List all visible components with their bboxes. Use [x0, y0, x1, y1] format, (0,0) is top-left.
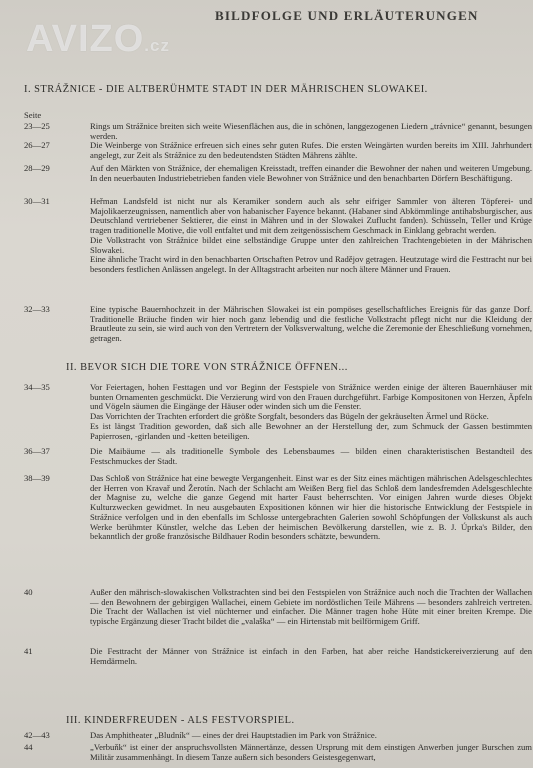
- entry-paragraph: Eine typische Bauernhochzeit in der Mährischen Slowakei ist ein pompöses gesellschaftliches Ereignis für das ganze Dorf. Traditionelle Bräuche finden wir hier noch ganz lebendig und die festliche Volkstracht pflegt nicht nur die Kleidung der Brautleute zu sein, sie wird auch von den Vertretern der Volksverwaltung, welche die Zeremonie der Eheschließung vornehmen, getragen.: [90, 304, 532, 344]
- page-numbers: 38—39: [24, 473, 50, 483]
- entry-text: [90, 743, 532, 762]
- section-heading: III. KINDERFREUDEN - ALS FESTVORSPIEL.: [66, 715, 295, 726]
- entry-paragraph: Rings um Strážnice breiten sich weite Wiesenflächen aus, die in schönen, langgezogenen Liedern „trávnice“ genannt, besungen werden.: [90, 121, 532, 141]
- page-numbers: 30—31: [24, 196, 50, 206]
- entry-paragraph: „Verbuňk“ ist einer der anspruchsvollsten Männertänze, dessen Ursprung mit dem einstigen Anwerben junger Burschen zum Militär zusammenhängt. In diesem Tanze außern sich besonders Geistesgegenwart,: [90, 742, 532, 762]
- page-numbers: 36—37: [24, 446, 50, 456]
- entry-paragraph: Die Volkstracht von Strážnice bildet eine selbständige Gruppe unter den zahlreichen Trachtengebieten in der Mährischen Slowakei.: [90, 234, 532, 255]
- page-numbers: 28—29: [24, 163, 50, 173]
- section-heading: II. BEVOR SICH DIE TORE VON STRÁŽNICE ÖFFNEN...: [66, 362, 348, 373]
- page-numbers: 40: [24, 587, 33, 597]
- page-numbers: 44: [24, 742, 33, 752]
- entry-paragraph: Die Maibäume — als traditionelle Symbole des Lebensbaumes — bilden einen charakteristischen Bestandteil des Festschmuckes der Stadt.: [90, 446, 532, 466]
- entry-paragraph: Heřman Landsfeld ist nicht nur als Keramiker sondern auch als sehr eifriger Sammler von älteren Töpferei- und Majolikaerzeugnissen, namentlich aber von habanischer Fayence bekannt. (Habaner sind Abkömmlinge antihabsburgischer, aus Deutschland vertriebener Sektierer, die einst in Mähren und in der Slowakei Zuflucht fanden). Schüsseln, Teller und Krüge tragen traditionelle Motive, die voll entfaltet und mit dem zeitgenössischem Geschmack in Einklang gebracht werden.: [90, 196, 532, 236]
- entry-paragraph: Außer den mährisch-slowakischen Volkstrachten sind bei den Festspielen von Strážnice auch noch die Trachten der Wallachen — den Bewohnern der gebirgigen Wallachei, einem Gebiete im nordöstlichen Teile Mährens — besonders zahlreich vertreten. Die Tracht der Wallachen ist viel nüchterner und einfacher. Die Männer tragen hohe Hüte mit einer breiten Krempe. Die typische Ergänzung dieser Tracht bildet die „valaška“ — ein Hirtenstab mit beilförmigem Griff.: [90, 587, 532, 627]
- entry-text: [90, 383, 532, 441]
- entry-text: [90, 141, 532, 160]
- entry-paragraph: Auf den Märkten von Strážnice, der ehemaligen Kreisstadt, treffen einander die Bewohner der nahen und weiteren Umgebung. In den neuerbauten Industriebetrieben fanden viele Bewohner von Strážnice und den benachbarten Dörfern Beschäftigung.: [90, 163, 532, 183]
- entry-text: [90, 647, 532, 666]
- page-numbers: 26—27: [24, 140, 50, 150]
- entry-text: [90, 197, 532, 275]
- seite-label: Seite: [24, 110, 42, 120]
- entry-paragraph: Eine ähnliche Tracht wird in den benachbarten Ortschaften Petrov und Radějov getragen. Heutzutage wird die Festtracht nur bei besonders festlichen Anlässen angelegt. In der Alltagstracht arbeiten nur noch ältere Männer und Frauen.: [90, 254, 532, 274]
- page-numbers: 42—43: [24, 730, 50, 740]
- entry-paragraph: Die Weinberge von Strážnice erfreuen sich eines sehr guten Rufes. Die ersten Weingärten wurden bereits im XIII. Jahrhundert angelegt, zur Zeit als Strážnice zu den bedeutendsten Städten Mährens zählte.: [90, 140, 532, 160]
- page-title: BILDFOLGE UND ERLÄUTERUNGEN: [215, 8, 479, 23]
- entry-paragraph: Vor Feiertagen, hohen Festtagen und vor Beginn der Festspiele von Strážnice werden einige der älteren Bauernhäuser mit bunten Ornamenten geschmückt. Die Verzierung wird von den Frauen durchgeführt. Farbige Kompositonen von Herzen, Äpfeln und Vögeln säumen die Eingänge der Häuser oder winden sich um die Fenster.: [90, 382, 532, 412]
- entry-paragraph: Die Festtracht der Männer von Strážnice ist einfach in den Farben, hat aber reiche Handstickereiverzierung auf den Hemdärmeln.: [90, 646, 532, 666]
- entry-text: [90, 474, 532, 542]
- page-numbers: 34—35: [24, 382, 50, 392]
- section-heading: I. STRÁŽNICE - DIE ALTBERÜHMTE STADT IN DER MÄHRISCHEN SLOWAKEI.: [24, 84, 428, 95]
- entry-text: [90, 447, 532, 466]
- entry-paragraph: Das Amphitheater „Bludník“ — eines der drei Hauptstadien im Park von Strážnice.: [90, 730, 377, 740]
- entry-text: [90, 305, 532, 344]
- entry-text: [90, 588, 532, 627]
- entry-paragraph: Das Schloß von Strážnice hat eine bewegte Vergangenheit. Einst war es der Sitz eines mächtigen mährischen Adelsgeschlechtes der Herren von Kravař und Žerotín. Nach der Schlacht am Weißen Berg fiel das Schloß dem landesfremden Adelsgeschlechte der Magnise zu, welche die ganze Gegend mit harter Faust beherrschten. Vor einigen Jahren wurde dieses Objekt Kulturzwecken gewidmet. In neu ausgebauten Expositionen können wir hier die historische Entwicklung der Festspiele in Strážnice verfolgen und in den ebenfalls im Schlosse untergebrachten Galerien sowohl Schöpfungen der Volkskunst als auch Werke berühmter Künstler, welche das Leben der heimischen Bevölkerung darstellen, wie z. B. J. Úprka's Bilder, den bekanntlich der große französische Bildhauer Rodin besonders schätzte, bewundern.: [90, 473, 532, 542]
- page-numbers: 41: [24, 646, 33, 656]
- page-numbers: 32—33: [24, 304, 50, 314]
- entry-paragraph: Es ist längst Tradition geworden, daß sich alle Bewohner an der Herstellung der, zum Schmuck der Gassen bestimmten Papierrosen, -girlanden und -ketten beteiligen.: [90, 420, 532, 441]
- entry-text: [90, 122, 532, 141]
- watermark-logo: AVIZO.cz: [26, 18, 170, 60]
- page-numbers: 23—25: [24, 121, 50, 131]
- entry-paragraph: Das Vorrichten der Trachten erfordert die größte Sorgfalt, besonders das Bügeln der gekräuselten Ärmel und Röcke.: [90, 411, 489, 422]
- entry-text: [90, 164, 532, 183]
- entry-text: [90, 731, 532, 741]
